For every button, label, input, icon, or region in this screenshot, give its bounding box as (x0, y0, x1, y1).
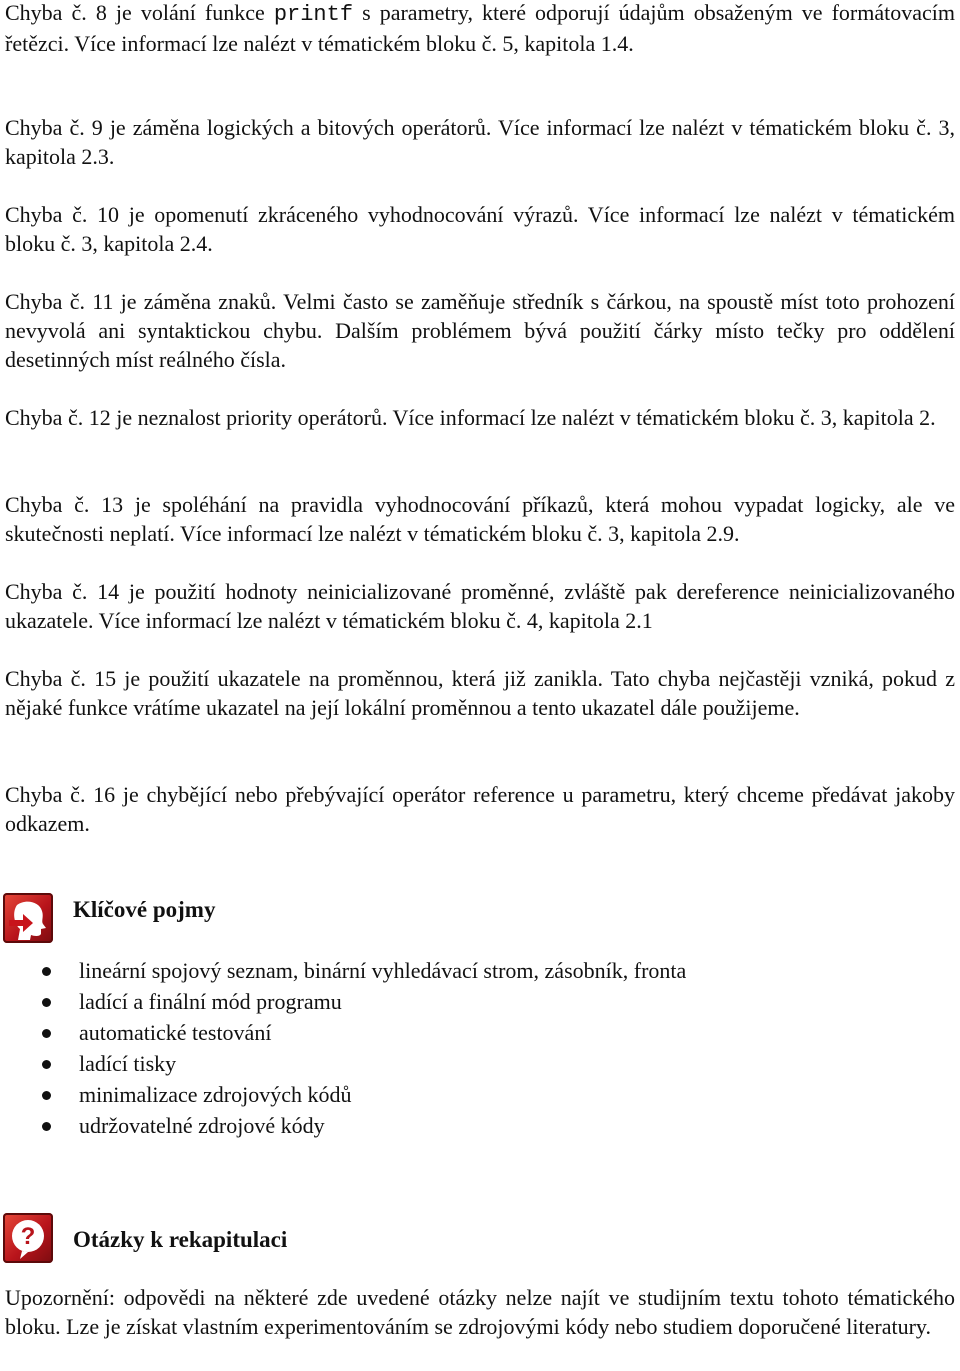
key-concepts-title: Klíčové pojmy (73, 897, 216, 922)
keyword-text: lineární spojový seznam, binární vyhledávací strom, zásobník, fronta (79, 958, 687, 983)
keyword-text: ladící tisky (79, 1051, 177, 1076)
list-item (0, 1079, 900, 1110)
paragraph-error-11: Chyba č. 11 je záměna znaků. Velmi často se zaměňuje středník s čárkou, na spoustě míst toto prohození nevyvolá ani syntaktickou chybu. Dalším problémem bývá použití čárky místo tečky pro oddělení desetinných míst reálného čísla. (5, 289, 955, 372)
bullet-icon (42, 998, 51, 1007)
paragraph-error-13: Chyba č. 13 je spoléhání na pravidla vyhodnocování příkazů, která mohou vypadat logicky, ale ve skutečnosti neplatí. Více informací lze nalézt v tématickém bloku č. 3, kapitola 2.9. (5, 492, 955, 546)
keyword-text: automatické testování (79, 1020, 272, 1045)
list-item (0, 1017, 900, 1048)
list-item (0, 1110, 900, 1141)
paragraph-error-16: Chyba č. 16 je chybějící nebo přebývající operátor reference u parametru, který chceme předávat jakoby odkazem. (5, 782, 955, 836)
keyword-text: ladící a finální mód programu (79, 989, 342, 1014)
bullet-icon (42, 967, 51, 976)
bullet-icon (42, 1060, 51, 1069)
error-8-text-end: s parametry, které odporují údajům obsaženým ve formátovacím řetězci. Více informací lze nalézt v tématickém bloku č. 5, kapitola 1.4. (5, 0, 955, 56)
list-item (0, 955, 900, 986)
keywords-list (0, 955, 900, 1141)
paragraph-error-9: Chyba č. 9 je záměna logických a bitových operátorů. Více informací lze nalézt v tématickém bloku č. 3, kapitola 2.3. (5, 115, 955, 169)
bullet-icon (42, 1122, 51, 1131)
svg-text:?: ? (20, 1223, 36, 1250)
keyword-text: udržovatelné zdrojové kódy (79, 1113, 325, 1138)
bullet-icon (42, 1091, 51, 1100)
paragraph-error-14: Chyba č. 14 je použití hodnoty neinicializované proměnné, zvláště pak dereference neinicializovaného ukazatele. Více informací lze nalézt v tématickém bloku č. 4, kapitola 2.1 (5, 579, 955, 633)
review-note: Upozornění: odpovědi na některé zde uvedené otázky nelze najít ve studijním textu tohoto tématického bloku. Lze je získat vlastním experimentováním se zdrojovými kódy nebo studiem doporučené literatury. (5, 1285, 955, 1339)
question-icon (3, 1213, 53, 1263)
bullet-icon (42, 1029, 51, 1038)
paragraph-error-15: Chyba č. 15 je použití ukazatele na proměnnou, která již zanikla. Tato chyba nejčastěji vzniká, pokud z nějaké funkce vrátíme ukazatel na její lokální proměnnou a tento ukazatel dále použijeme. (5, 666, 955, 720)
keyword-text: minimalizace zdrojových kódů (79, 1082, 352, 1107)
list-item (0, 986, 900, 1017)
paragraph-error-10: Chyba č. 10 je opomenutí zkráceného vyhodnocování výrazů. Více informací lze nalézt v tématickém bloku č. 3, kapitola 2.4. (5, 202, 955, 256)
error-8-text-start: Chyba č. 8 je volání funkce (5, 0, 274, 25)
paragraph-error-12: Chyba č. 12 je neznalost priority operátorů. Více informací lze nalézt v tématickém bloku č. 3, kapitola 2. (5, 405, 936, 430)
review-questions-title: Otázky k rekapitulaci (73, 1227, 288, 1252)
list-item (0, 1048, 900, 1079)
paragraph-error-8 (5, 0, 955, 58)
printf-code: printf (273, 2, 354, 27)
key-concepts-icon (3, 893, 53, 943)
